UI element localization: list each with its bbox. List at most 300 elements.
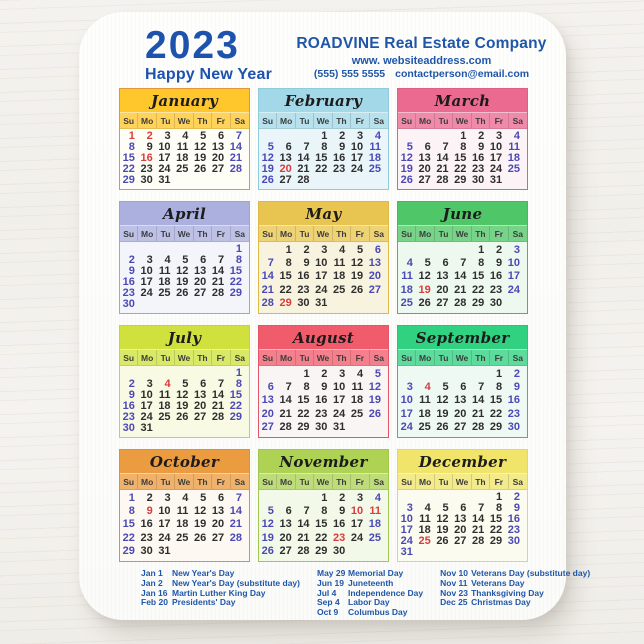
day-grid bbox=[120, 242, 249, 313]
day-cell: 1 bbox=[285, 244, 292, 257]
day-cell: 31 bbox=[140, 422, 153, 434]
day-cell: 8 bbox=[496, 502, 503, 514]
day-cell bbox=[417, 547, 435, 558]
weekday-header-row bbox=[120, 473, 249, 490]
day-cell bbox=[192, 423, 210, 434]
day-cell: 16 bbox=[315, 394, 328, 407]
day-cell: 13 bbox=[368, 257, 381, 270]
day-cell: 11 bbox=[419, 394, 431, 407]
month-title: January bbox=[120, 89, 249, 112]
day-cell: 19 bbox=[194, 518, 207, 531]
day-cell: 18 bbox=[418, 524, 431, 536]
day-cell: 4 bbox=[424, 502, 431, 514]
day-cell: 31 bbox=[158, 544, 171, 557]
day-cell: 13 bbox=[261, 394, 274, 407]
day-cell bbox=[399, 244, 417, 257]
day-grid bbox=[259, 366, 388, 437]
day-cell: 28 bbox=[211, 411, 225, 423]
day-cell: 25 bbox=[418, 535, 431, 547]
pad-header bbox=[79, 12, 566, 84]
day-cell: 15 bbox=[122, 152, 135, 164]
year-block bbox=[145, 24, 295, 84]
day-cell bbox=[210, 423, 228, 434]
weekday-label: Su bbox=[398, 350, 416, 365]
day-cell: 11 bbox=[369, 141, 381, 153]
day-cell: 28 bbox=[229, 163, 242, 175]
day-cell: 29 bbox=[315, 544, 328, 557]
weekday-label: Th bbox=[333, 113, 351, 128]
day-cell: 29 bbox=[454, 174, 467, 186]
day-cell: 18 bbox=[507, 152, 520, 164]
day-cell: 8 bbox=[235, 378, 242, 390]
day-cell: 1 bbox=[303, 368, 310, 381]
weekday-header-row bbox=[398, 225, 527, 242]
day-cell: 18 bbox=[176, 152, 189, 164]
day-cell: 19 bbox=[194, 152, 207, 164]
weekday-label: We bbox=[314, 350, 332, 365]
day-cell: 12 bbox=[400, 152, 413, 164]
legend-date: Dec 25 bbox=[440, 597, 468, 608]
day-cell: 14 bbox=[261, 270, 274, 283]
day-cell: 5 bbox=[357, 244, 364, 257]
day-cell: 26 bbox=[261, 174, 274, 186]
day-cell: 22 bbox=[122, 531, 135, 544]
month-october bbox=[119, 449, 250, 562]
day-cell: 9 bbox=[146, 141, 153, 153]
legend-holiday-name: Labor Day bbox=[348, 597, 390, 608]
weekday-label: Th bbox=[194, 474, 212, 489]
day-cell: 6 bbox=[460, 381, 467, 394]
day-cell: 16 bbox=[140, 152, 153, 164]
day-cell: 16 bbox=[489, 270, 503, 283]
day-cell: 4 bbox=[357, 368, 364, 381]
day-cell: 22 bbox=[279, 283, 292, 296]
day-cell: 18 bbox=[350, 394, 364, 407]
day-cell: 25 bbox=[176, 531, 189, 544]
day-cell: 9 bbox=[321, 381, 328, 394]
day-cell bbox=[349, 421, 367, 434]
day-cell: 31 bbox=[489, 174, 503, 186]
day-cell: 13 bbox=[194, 265, 207, 277]
day-cell: 15 bbox=[229, 389, 242, 401]
day-cell: 2 bbox=[146, 130, 153, 142]
day-cell: 7 bbox=[218, 254, 225, 266]
weekday-label: Tu bbox=[157, 226, 175, 241]
day-cell: 5 bbox=[424, 257, 431, 270]
day-cell: 30 bbox=[315, 420, 328, 433]
day-cell: 19 bbox=[436, 524, 449, 536]
legend-date: Nov 23 bbox=[440, 587, 468, 598]
day-cell: 10 bbox=[350, 141, 364, 153]
day-grid bbox=[120, 366, 249, 437]
day-cell: 25 bbox=[333, 283, 346, 296]
day-cell: 19 bbox=[368, 394, 381, 407]
day-cell: 12 bbox=[418, 270, 431, 283]
day-cell: 20 bbox=[279, 531, 292, 544]
day-grid bbox=[120, 129, 249, 189]
month-august bbox=[258, 325, 389, 438]
month-title: March bbox=[398, 89, 527, 112]
day-cell: 3 bbox=[357, 492, 364, 505]
weekday-label: Mo bbox=[277, 350, 295, 365]
day-cell: 9 bbox=[478, 141, 485, 153]
month-december bbox=[397, 449, 528, 562]
day-cell: 11 bbox=[176, 505, 189, 518]
legend-date: Jul 4 bbox=[317, 587, 337, 598]
day-cell: 3 bbox=[357, 130, 364, 142]
day-cell: 2 bbox=[339, 130, 346, 142]
day-cell: 9 bbox=[339, 141, 346, 153]
day-cell: 6 bbox=[218, 492, 225, 505]
month-title: June bbox=[398, 202, 527, 225]
legend-date: Jan 2 bbox=[141, 577, 163, 588]
weekday-label: We bbox=[314, 113, 332, 128]
day-cell: 11 bbox=[176, 141, 189, 153]
day-cell: 21 bbox=[297, 531, 310, 544]
day-cell: 23 bbox=[489, 283, 503, 296]
day-cell: 13 bbox=[194, 389, 207, 401]
day-cell: 18 bbox=[418, 407, 431, 420]
day-cell: 26 bbox=[176, 411, 189, 423]
month-february bbox=[258, 88, 389, 190]
month-april bbox=[119, 201, 250, 314]
day-cell: 28 bbox=[229, 531, 242, 544]
day-cell: 12 bbox=[176, 265, 189, 277]
day-cell: 10 bbox=[489, 141, 503, 153]
day-cell: 13 bbox=[436, 270, 449, 283]
weekday-label: Mo bbox=[138, 113, 156, 128]
weekday-label: Th bbox=[472, 113, 490, 128]
day-cell bbox=[349, 545, 367, 558]
month-may bbox=[258, 201, 389, 314]
day-cell: 17 bbox=[140, 276, 153, 288]
day-cell: 27 bbox=[454, 535, 467, 547]
day-cell: 2 bbox=[321, 368, 328, 381]
day-cell: 27 bbox=[454, 420, 467, 433]
day-cell: 12 bbox=[194, 505, 207, 518]
day-cell: 1 bbox=[128, 492, 135, 505]
day-cell: 28 bbox=[279, 420, 292, 433]
day-grid bbox=[120, 490, 249, 561]
day-cell: 9 bbox=[128, 389, 135, 401]
weekday-label: Sa bbox=[512, 352, 523, 363]
day-cell: 31 bbox=[333, 420, 346, 433]
day-cell: 8 bbox=[303, 381, 310, 394]
weekday-header-row bbox=[398, 473, 527, 490]
day-cell: 1 bbox=[321, 492, 328, 505]
day-cell: 12 bbox=[176, 389, 189, 401]
day-cell bbox=[260, 368, 278, 381]
day-cell: 8 bbox=[128, 141, 135, 153]
day-cell bbox=[435, 547, 453, 558]
legend-holiday-name: New Year's Day bbox=[172, 568, 235, 578]
weekday-label: We bbox=[453, 226, 471, 241]
day-cell bbox=[192, 175, 210, 186]
day-cell: 22 bbox=[454, 163, 467, 175]
weekday-label: Th bbox=[472, 226, 490, 241]
day-cell: 7 bbox=[235, 492, 242, 505]
day-cell: 17 bbox=[333, 394, 346, 407]
legend-holiday-name: Columbus Day bbox=[348, 607, 408, 618]
day-cell: 23 bbox=[472, 163, 485, 175]
day-cell: 23 bbox=[140, 531, 153, 544]
day-cell: 29 bbox=[489, 420, 503, 433]
day-cell: 24 bbox=[158, 163, 171, 175]
day-cell: 25 bbox=[418, 420, 431, 433]
day-grid bbox=[398, 129, 527, 189]
day-grid bbox=[398, 242, 527, 313]
day-cell: 30 bbox=[489, 296, 503, 309]
weekday-label: Fr bbox=[490, 350, 508, 365]
day-cell bbox=[417, 244, 435, 257]
day-cell: 15 bbox=[315, 518, 328, 531]
weekday-label: Su bbox=[259, 350, 277, 365]
day-cell: 24 bbox=[158, 531, 171, 544]
day-cell: 15 bbox=[454, 152, 467, 164]
day-cell: 25 bbox=[176, 163, 189, 175]
day-cell bbox=[260, 492, 278, 505]
day-cell: 25 bbox=[350, 407, 364, 420]
weekday-label: Fr bbox=[351, 350, 369, 365]
day-cell bbox=[453, 244, 471, 257]
day-cell: 14 bbox=[297, 152, 310, 164]
day-cell: 5 bbox=[374, 368, 381, 381]
day-cell: 19 bbox=[436, 407, 449, 420]
day-grid bbox=[259, 129, 388, 189]
day-cell: 30 bbox=[122, 298, 135, 310]
day-cell: 24 bbox=[400, 535, 413, 547]
weekday-label: Mo bbox=[416, 474, 434, 489]
day-cell: 18 bbox=[400, 283, 413, 296]
day-cell: 10 bbox=[333, 381, 346, 394]
weekday-label: Tu bbox=[296, 113, 314, 128]
weekday-label: Sa bbox=[234, 352, 245, 363]
day-cell bbox=[314, 175, 332, 186]
day-cell: 23 bbox=[333, 531, 346, 544]
day-grid bbox=[259, 490, 388, 561]
weekday-label: Tu bbox=[296, 226, 314, 241]
day-cell: 27 bbox=[211, 531, 225, 544]
day-cell: 20 bbox=[368, 270, 381, 283]
weekday-label: Sa bbox=[373, 476, 384, 487]
legend-date: Oct 9 bbox=[317, 607, 339, 618]
day-grid bbox=[398, 366, 527, 437]
day-cell: 30 bbox=[297, 296, 310, 309]
day-cell: 21 bbox=[454, 283, 467, 296]
day-cell: 3 bbox=[406, 381, 413, 394]
day-cell: 22 bbox=[489, 407, 503, 420]
weekday-label: Mo bbox=[416, 350, 434, 365]
day-cell: 23 bbox=[140, 163, 153, 175]
day-cell: 8 bbox=[285, 257, 292, 270]
weekday-header-row bbox=[398, 112, 527, 129]
legend-holiday-name: Thanksgiving Day bbox=[471, 587, 544, 598]
day-cell: 20 bbox=[436, 283, 449, 296]
month-title: August bbox=[259, 326, 388, 349]
day-cell: 8 bbox=[321, 141, 328, 153]
phone-text: (555) 555 5555 bbox=[313, 68, 386, 80]
day-cell bbox=[260, 244, 278, 257]
weekday-header-row bbox=[259, 225, 388, 242]
day-cell: 5 bbox=[442, 502, 449, 514]
day-cell: 20 bbox=[194, 400, 207, 412]
day-cell bbox=[278, 492, 296, 505]
day-cell: 23 bbox=[507, 407, 520, 420]
day-cell: 28 bbox=[211, 287, 225, 299]
day-cell bbox=[157, 423, 175, 434]
legend-item bbox=[440, 598, 590, 608]
day-cell bbox=[506, 175, 524, 186]
day-cell: 7 bbox=[303, 505, 310, 518]
legend-date: Jan 16 bbox=[141, 587, 168, 598]
day-cell: 4 bbox=[164, 378, 171, 390]
day-cell: 29 bbox=[229, 411, 242, 423]
day-cell: 29 bbox=[122, 174, 135, 186]
weekday-label: Th bbox=[194, 226, 212, 241]
day-cell: 16 bbox=[333, 152, 346, 164]
weekday-label: Th bbox=[194, 350, 212, 365]
weekday-label: Th bbox=[472, 474, 490, 489]
day-cell: 19 bbox=[261, 531, 274, 544]
legend-holiday-name: Memorial Day bbox=[348, 568, 404, 578]
day-cell bbox=[192, 545, 210, 558]
day-cell: 10 bbox=[400, 513, 413, 525]
day-cell: 9 bbox=[339, 505, 346, 518]
day-cell: 21 bbox=[279, 407, 292, 420]
month-title: October bbox=[120, 450, 249, 473]
day-cell: 26 bbox=[436, 420, 449, 433]
day-cell: 28 bbox=[472, 420, 485, 433]
weekday-label: We bbox=[175, 113, 193, 128]
day-cell: 25 bbox=[368, 531, 381, 544]
day-cell: 19 bbox=[176, 276, 189, 288]
legend-date: Feb 20 bbox=[141, 597, 168, 608]
weekday-label: Sa bbox=[234, 115, 245, 126]
day-cell bbox=[399, 368, 417, 381]
day-cell bbox=[175, 175, 193, 186]
day-cell: 29 bbox=[229, 287, 242, 299]
day-cell bbox=[367, 545, 385, 558]
weekday-label: We bbox=[175, 474, 193, 489]
day-cell: 2 bbox=[496, 244, 503, 257]
day-cell: 13 bbox=[211, 505, 225, 518]
month-title: April bbox=[120, 202, 249, 225]
day-cell: 7 bbox=[478, 381, 485, 394]
day-cell bbox=[139, 299, 157, 310]
day-cell: 5 bbox=[267, 505, 274, 518]
day-cell bbox=[331, 297, 349, 310]
day-cell: 6 bbox=[442, 257, 449, 270]
day-cell bbox=[228, 423, 246, 434]
day-cell: 12 bbox=[261, 518, 274, 531]
day-cell: 17 bbox=[158, 152, 171, 164]
day-cell: 15 bbox=[122, 518, 135, 531]
day-cell: 20 bbox=[261, 407, 274, 420]
day-cell: 24 bbox=[400, 420, 413, 433]
day-cell: 1 bbox=[321, 130, 328, 142]
day-cell: 5 bbox=[182, 378, 189, 390]
day-cell: 10 bbox=[507, 257, 520, 270]
day-cell: 27 bbox=[194, 411, 207, 423]
day-cell: 21 bbox=[297, 163, 310, 175]
day-cell: 21 bbox=[229, 518, 242, 531]
day-cell: 5 bbox=[182, 254, 189, 266]
day-cell: 11 bbox=[419, 513, 431, 525]
day-cell: 21 bbox=[211, 400, 225, 412]
day-cell: 18 bbox=[158, 400, 171, 412]
weekday-label: Tu bbox=[296, 474, 314, 489]
day-cell: 14 bbox=[472, 513, 485, 525]
day-cell: 29 bbox=[279, 296, 292, 309]
day-cell: 24 bbox=[507, 283, 520, 296]
weekday-label: Sa bbox=[373, 228, 384, 239]
weekday-label: Th bbox=[333, 474, 351, 489]
mousepad bbox=[79, 12, 591, 620]
weekday-label: We bbox=[453, 350, 471, 365]
day-cell: 23 bbox=[507, 524, 520, 536]
day-cell: 18 bbox=[368, 518, 381, 531]
day-cell: 22 bbox=[229, 400, 242, 412]
day-cell: 21 bbox=[472, 524, 485, 536]
day-cell bbox=[470, 368, 488, 381]
weekday-label: Tu bbox=[435, 474, 453, 489]
weekday-label: Th bbox=[333, 226, 351, 241]
day-cell: 30 bbox=[140, 174, 153, 186]
legend-holiday-name: Presidents' Day bbox=[172, 597, 236, 608]
day-cell bbox=[453, 547, 471, 558]
legend-date: Jun 19 bbox=[317, 577, 344, 588]
weekday-label: Fr bbox=[351, 113, 369, 128]
day-cell: 23 bbox=[333, 163, 346, 175]
day-cell: 1 bbox=[460, 130, 467, 142]
day-cell: 22 bbox=[315, 163, 328, 175]
day-cell bbox=[278, 368, 296, 381]
day-cell: 8 bbox=[478, 257, 485, 270]
day-cell: 14 bbox=[211, 389, 225, 401]
day-cell: 2 bbox=[128, 254, 135, 266]
day-cell bbox=[349, 175, 367, 186]
day-cell: 6 bbox=[200, 254, 207, 266]
day-cell: 12 bbox=[436, 394, 449, 407]
day-cell: 20 bbox=[279, 163, 292, 175]
day-cell: 20 bbox=[454, 407, 467, 420]
day-cell: 24 bbox=[315, 283, 328, 296]
day-cell: 19 bbox=[400, 163, 413, 175]
day-cell: 7 bbox=[267, 257, 274, 270]
day-cell: 27 bbox=[211, 163, 225, 175]
legend-item bbox=[141, 598, 300, 608]
day-cell: 13 bbox=[279, 152, 292, 164]
day-cell: 3 bbox=[321, 244, 328, 257]
weekday-label: Mo bbox=[277, 113, 295, 128]
weekday-label: Tu bbox=[435, 226, 453, 241]
weekday-label: Su bbox=[259, 113, 277, 128]
day-cell: 27 bbox=[279, 544, 292, 557]
day-cell: 24 bbox=[350, 163, 364, 175]
day-cell: 18 bbox=[158, 276, 171, 288]
weekday-label: Fr bbox=[212, 226, 230, 241]
legend-column bbox=[440, 569, 590, 618]
weekday-label: Su bbox=[120, 350, 138, 365]
day-cell: 3 bbox=[146, 254, 153, 266]
day-cell: 2 bbox=[303, 244, 310, 257]
day-cell: 8 bbox=[460, 141, 467, 153]
day-cell: 3 bbox=[339, 368, 346, 381]
weekday-label: Th bbox=[333, 350, 351, 365]
day-cell: 13 bbox=[418, 152, 431, 164]
day-cell: 5 bbox=[442, 381, 449, 394]
day-cell bbox=[210, 545, 228, 558]
